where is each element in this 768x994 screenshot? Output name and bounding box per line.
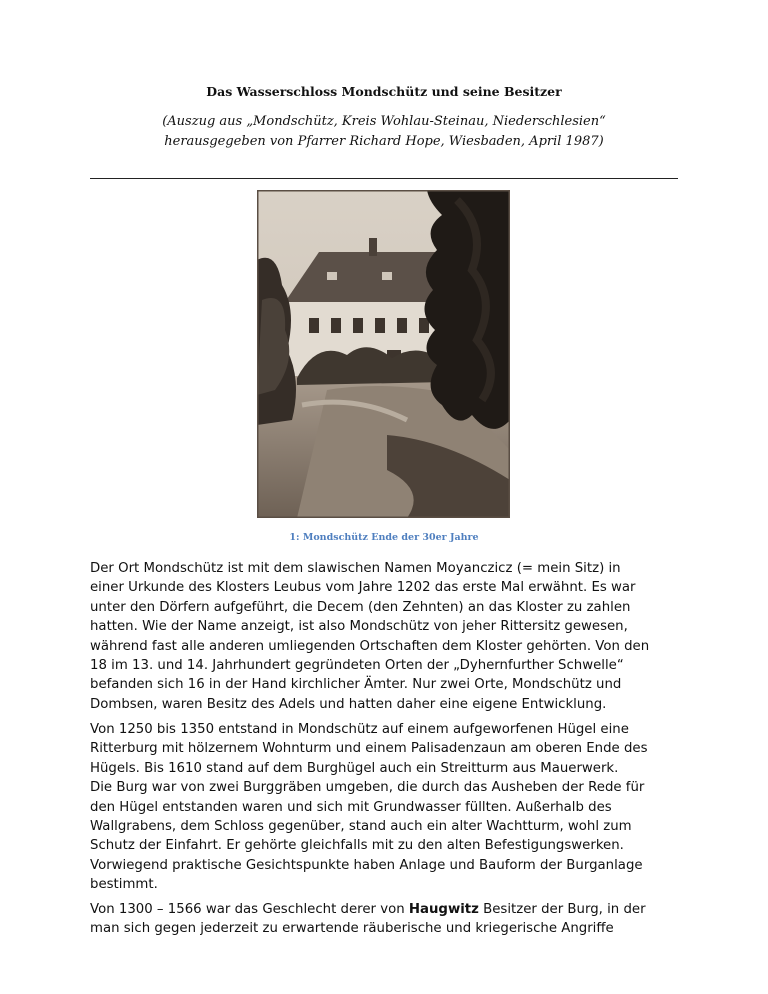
paragraph-line: unter den Dörfern aufgeführt, die Decem (den Zehnten) an das Kloster zu zahlen: [90, 599, 631, 615]
paragraph-line: Der Ort Mondschütz ist mit dem slawischen Namen Moyanczicz (= mein Sitz) in: [90, 561, 621, 576]
text-run: Von 1300 – 1566 war das Geschlecht derer von: [90, 902, 409, 917]
paragraph-line: Ritterburg mit hölzernem Wohnturm und einem Palisadenzaun am oberen Ende des: [90, 741, 648, 757]
bold-name-haugwitz: Haugwitz: [408, 902, 479, 917]
paragraph-line: Die Burg war von zwei Burggräben umgeben, die durch das Ausheben der Rede für: [90, 780, 645, 796]
paragraph-1: [90, 559, 680, 714]
document-subtitle: [0, 112, 768, 152]
paragraph-line: Dombsen, waren Besitz des Adels und hatten daher eine eigene Entwicklung.: [90, 696, 607, 712]
castle-photo: [257, 190, 510, 518]
paragraph-line: den Hügel entstanden waren und sich mit Grundwasser füllten. Außerhalb des: [90, 799, 612, 815]
paragraph-line: man sich gegen jederzeit zu erwartende räuberische und kriegerische Angriffe: [90, 921, 614, 937]
document-title: Das Wasserschloss Mondschütz und seine Besitzer: [206, 84, 562, 99]
paragraph-line: Vorwiegend praktische Gesichtspunkte haben Anlage und Bauform der Burganlage: [90, 857, 643, 873]
paragraph-3: [90, 900, 680, 939]
paragraph-line: bestimmt.: [90, 877, 158, 893]
paragraph-line: hatten. Wie der Name anzeigt, ist also Mondschütz von jeher Rittersitz gewesen,: [90, 619, 628, 635]
figure-caption: 1: Mondschütz Ende der 30er Jahre: [289, 532, 479, 543]
paragraph-line: während fast alle anderen umliegenden Ortschaften dem Kloster gehörten. Von den: [90, 638, 650, 654]
paragraph-line: einer Urkunde des Klosters Leubus vom Jahre 1202 das erste Mal erwähnt. Es war: [90, 580, 636, 596]
paragraph-2: [90, 720, 680, 895]
subtitle-line: (Auszug aus „Mondschütz, Kreis Wohlau-Steinau, Niederschlesien“: [162, 114, 606, 129]
horizontal-divider: [90, 178, 678, 179]
text-run: Besitzer der Burg, in der: [478, 902, 646, 917]
subtitle-line: herausgegeben von Pfarrer Richard Hope, Wiesbaden, April 1987): [164, 134, 604, 149]
paragraph-line: Hügels. Bis 1610 stand auf dem Burghügel auch ein Streitturm aus Mauerwerk.: [90, 760, 619, 776]
paragraph-line: [90, 900, 680, 919]
paragraph-line: Wallgrabens, dem Schloss gegenüber, stand auch ein alter Wachtturm, wohl zum: [90, 819, 632, 835]
paragraph-line: Schutz der Einfahrt. Er gehörte gleichfalls mit zu den alten Befestigungswerken.: [90, 838, 624, 854]
paragraph-line: Von 1250 bis 1350 entstand in Mondschütz auf einem aufgeworfenen Hügel eine: [90, 722, 629, 737]
paragraph-line: 18 im 13. und 14. Jahrhundert gegründeten Orten der „Dyhernfurther Schwelle“: [90, 658, 624, 674]
paragraph-line: befanden sich 16 in der Hand kirchlicher Ämter. Nur zwei Orte, Mondschütz und: [90, 677, 622, 693]
